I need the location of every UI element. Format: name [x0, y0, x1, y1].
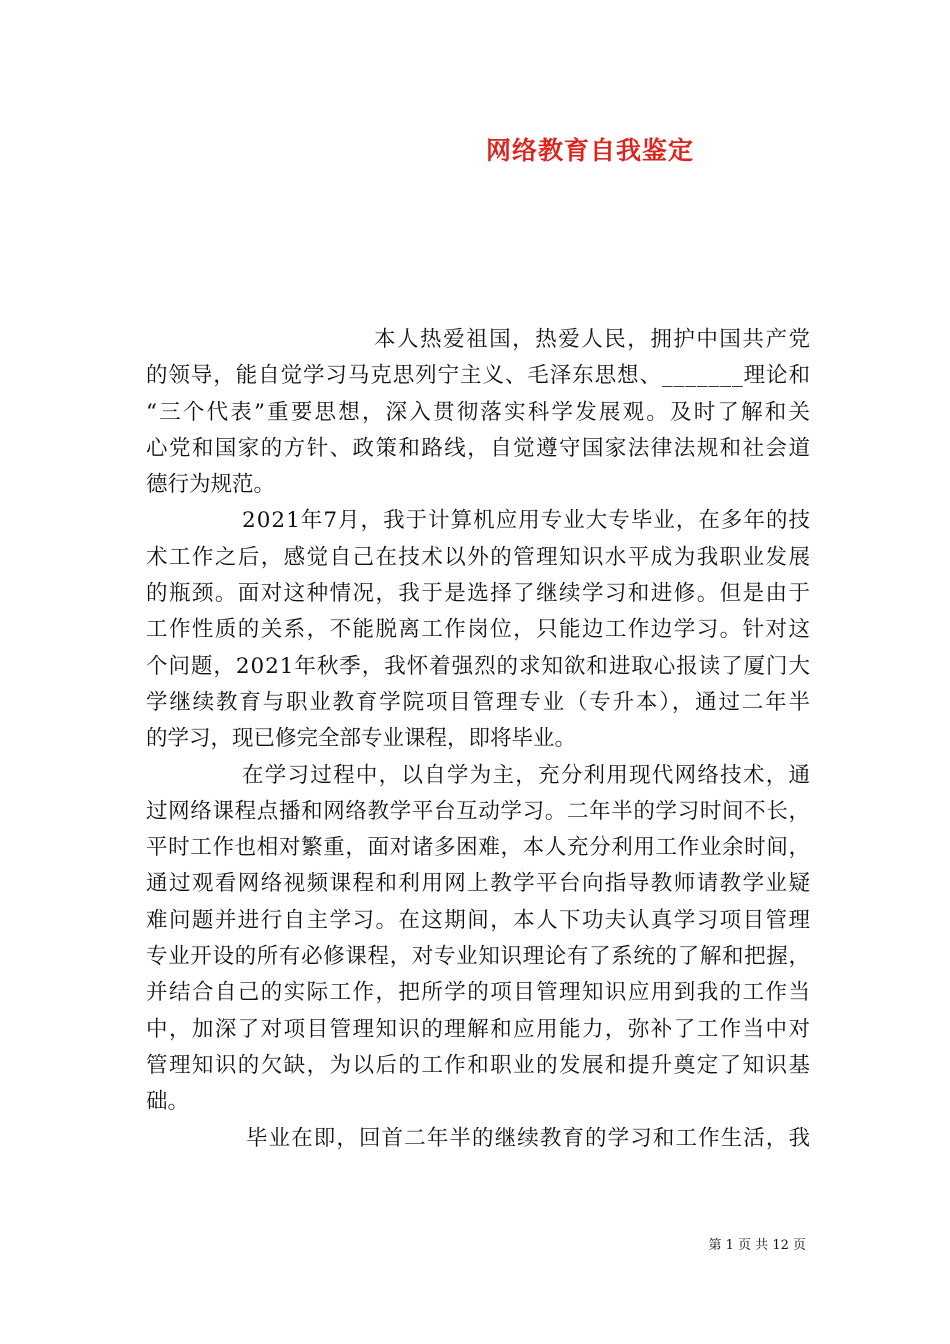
text-line: 在学习过程中，以自学为主，充分利用现代网络技术，通: [242, 762, 812, 788]
text-line: 础。: [146, 1089, 190, 1115]
text-line: 平时工作也相对繁重，面对诸多困难，本人充分利用工作业余时间，: [146, 835, 811, 861]
text-line: 专业开设的所有必修课程，对专业知识理论有了系统的了解和把握，: [146, 944, 811, 970]
text-line: 过网络课程点播和网络教学平台互动学习。二年半的学习时间不长，: [146, 798, 811, 824]
text-line: 并结合自己的实际工作，把所学的项目管理知识应用到我的工作当: [146, 980, 812, 1006]
text-line: 学继续教育与职业教育学院项目管理专业（专升本），通过二年半: [146, 689, 812, 715]
text-line: 术工作之后，感觉自己在技术以外的管理知识水平成为我职业发展: [146, 544, 812, 570]
text-line: 的学习，现已修完全部专业课程，即将毕业。: [146, 726, 577, 752]
page-footer: 第 1 页 共 12 页: [708, 1238, 806, 1253]
text-line: 难问题并进行自主学习。在这期间，本人下功夫认真学习项目管理: [146, 907, 812, 933]
text-line: 德行为规范。: [146, 472, 276, 498]
document-body: [146, 322, 813, 1157]
text-line: 的领导，能自觉学习马克思列宁主义、毛泽东思想、_______理论和: [146, 363, 811, 389]
text-line: 通过观看网络视频课程和利用网上教学平台向指导教师请教学业疑: [146, 871, 812, 897]
text-line: 个问题，2021年秋季，我怀着强烈的求知欲和进取心报读了厦门大: [146, 653, 811, 679]
text-line: 的瓶颈。面对这种情况，我于是选择了继续学习和进修。但是由于: [146, 581, 812, 607]
text-line: 2021年7月，我于计算机应用专业大专毕业，在多年的技: [242, 508, 812, 534]
text-line: 工作性质的关系，不能脱离工作岗位，只能边工作边学习。针对这: [146, 617, 812, 643]
text-line: 毕业在即，回首二年半的继续教育的学习和工作生活，我: [246, 1125, 812, 1151]
text-line: 本人热爱祖国，热爱人民，拥护中国共产党: [374, 327, 812, 352]
text-line: 心党和国家的方针、政策和路线，自觉遵守国家法律法规和社会道: [146, 435, 812, 461]
text-line: 管理知识的欠缺，为以后的工作和职业的发展和提升奠定了知识基: [146, 1052, 812, 1078]
text-line: “三个代表”重要思想，深入贯彻落实科学发展观。及时了解和关: [146, 399, 813, 425]
document-title: 网络教育自我鉴定: [485, 136, 694, 165]
text-line: 中，加深了对项目管理知识的理解和应用能力，弥补了工作当中对: [146, 1016, 812, 1042]
